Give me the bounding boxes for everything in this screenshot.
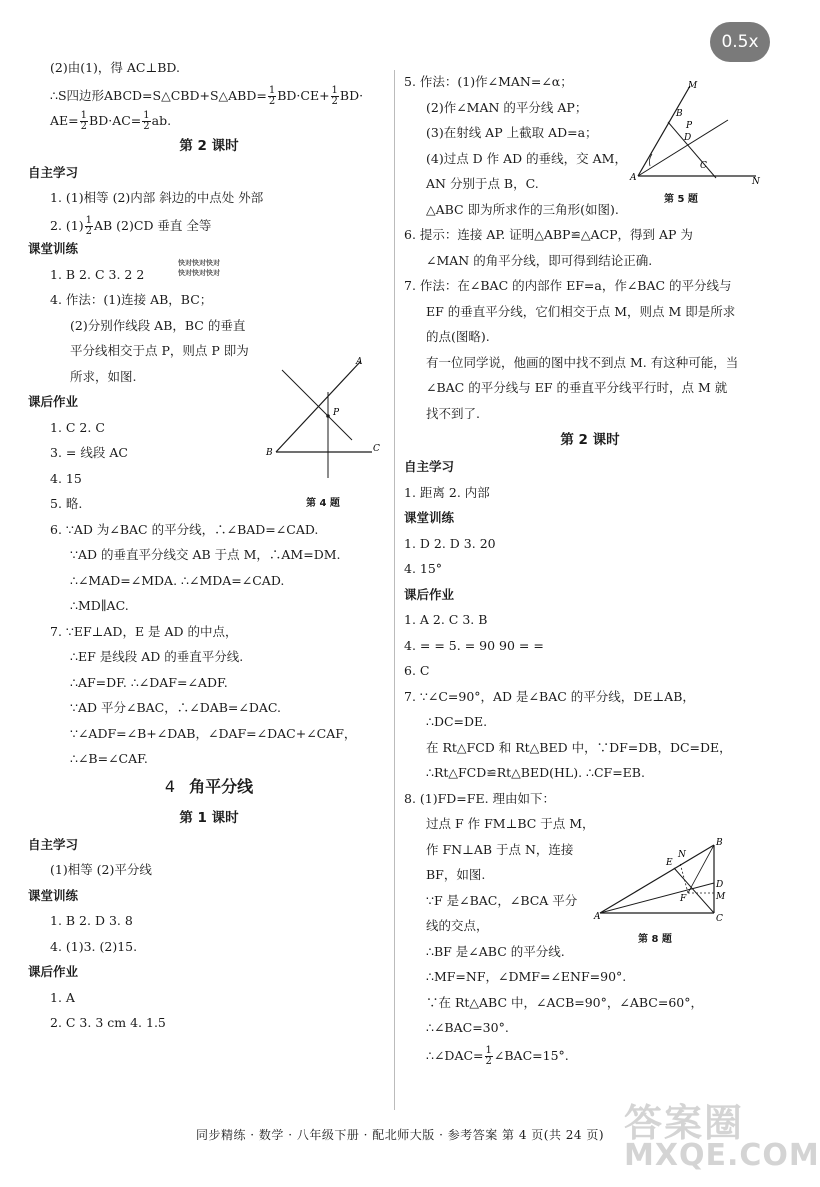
svg-text:M: M	[688, 81, 698, 91]
text-line: 1. B 2. D 3. 8	[50, 913, 133, 928]
text-line: ∴MF=NF，∠DMF=∠ENF=90°.	[426, 969, 627, 984]
text-line: 7. ∵EF⊥AD，E 是 AD 的中点，	[50, 623, 238, 639]
text-line: ∴∠DAC= $\frac{1}{2}$ ∠BAC=15°.	[426, 1044, 569, 1067]
text-line: ∵AD 平分∠BAC，∴∠DAB=∠DAC.	[70, 700, 282, 715]
lesson-heading: 第 1 课时	[179, 809, 239, 826]
text-line: ∠MAN 的角平分线，即可得到结论正确.	[426, 252, 653, 268]
section-heading: 课堂训练	[28, 241, 79, 256]
svg-text:D: D	[684, 133, 692, 143]
text-line: 1. B 2. C 3. 2 2	[50, 266, 145, 282]
text-line: 的点(图略).	[426, 329, 490, 344]
svg-text:N: N	[678, 850, 686, 860]
section-heading: 自主学习	[28, 836, 79, 852]
svg-text:D: D	[716, 880, 724, 890]
text-line: 平分线相交于点 P，则点 P 即为	[70, 343, 249, 358]
text-line: ∴∠BAC=30°.	[426, 1020, 509, 1035]
section-heading: 自主学习	[28, 164, 79, 180]
fraction-half: $\frac{1}{2}$	[485, 1044, 492, 1067]
text-line: 7. ∵∠C=90°，AD 是∠BAC 的平分线，DE⊥AB，	[404, 688, 695, 704]
text-line: 所求，如图.	[70, 368, 137, 384]
text-line: ∵在 Rt△ABC 中，∠ACB=90°，∠ABC=60°，	[426, 994, 703, 1010]
text-line: 6. ∵AD 为∠BAC 的平分线，∴∠BAD=∠CAD.	[50, 521, 319, 537]
text-line: ∴DC=DE.	[426, 714, 488, 729]
fraction-half: $\frac{1}{2}$	[268, 84, 276, 107]
section-heading: 课后作业	[404, 586, 455, 602]
fraction-half: $\frac{1}{2}$	[331, 84, 338, 107]
svg-text:A: A	[356, 357, 363, 367]
svg-text:F: F	[680, 894, 687, 904]
section-heading: 课堂训练	[28, 887, 79, 903]
zoom-level-badge[interactable]: 0.5x	[710, 22, 770, 62]
text-line: BF，如图.	[426, 867, 486, 882]
text-line: 7. 作法：在∠BAC 的内部作 EF=a，作∠BAC 的平分线与	[404, 278, 732, 293]
watermark-stamp-text: 快对快对快对	[178, 269, 220, 277]
text-line: ∠BAC 的平分线与 EF 的垂直平分线平行时，点 M 就	[426, 380, 728, 395]
fraction-half: $\frac{1}{2}$	[85, 214, 92, 237]
text-line: 5. 作法：(1)作∠MAN=∠α；	[404, 74, 573, 89]
text-line: (1)相等 (2)平分线	[50, 862, 152, 877]
watermark-stamp-text: 快对快对快对	[178, 259, 220, 267]
watermark-site-logo: MXQE.COM	[624, 1138, 820, 1173]
svg-text:B: B	[676, 109, 683, 119]
text-line: 作 FN⊥AB 于点 N，连接	[426, 841, 574, 857]
svg-text:C: C	[700, 161, 707, 171]
text-line: (4)过点 D 作 AD 的垂线，交 AM，	[426, 150, 627, 166]
text-line: 1. (1)相等 (2)内部 斜边的中点处 外部	[50, 190, 264, 205]
text-line: ∵F 是∠BAC，∠BCA 平分	[426, 892, 578, 908]
text-line: 1. 距离 2. 内部	[404, 484, 490, 500]
page-footer: 同步精练 · 数学 · 八年级下册 · 配北师大版 · 参考答案 第 4 页(共 24 页)	[195, 1128, 605, 1142]
svg-text:E: E	[666, 858, 673, 868]
fraction-half: $\frac{1}{2}$	[80, 110, 88, 132]
figure-8-diagram	[594, 835, 744, 927]
lesson-heading: 第 2 课时	[179, 137, 239, 154]
text-line: ∴∠MAD=∠MDA. ∴∠MDA=∠CAD.	[70, 572, 285, 588]
text-line: ∴∠B=∠CAF.	[70, 751, 148, 766]
svg-text:B: B	[716, 838, 723, 848]
text-line: (2)作∠MAN 的平分线 AP；	[426, 99, 588, 115]
text-line: ∴EF 是线段 AD 的垂直平分线.	[70, 649, 244, 664]
lesson-heading: 第 2 课时	[560, 432, 620, 448]
figure-4-diagram	[262, 352, 392, 487]
section-heading: 课后作业	[28, 964, 79, 979]
text-line: 2. (1) $\frac{1}{2}$ AB (2)CD 垂直 全等	[50, 214, 212, 237]
text-line: 找不到了.	[426, 405, 480, 421]
text-line: 1. D 2. D 3. 20	[404, 535, 496, 551]
figure-8-caption: 第 8 题	[638, 934, 672, 945]
text-line: AN 分别于点 B，C.	[426, 176, 539, 191]
text-line: (2)由(1)，得 AC⊥BD.	[50, 60, 180, 75]
text-line: 4. 15°	[404, 561, 443, 576]
svg-text:C: C	[716, 914, 723, 924]
text-line: 5. 略.	[50, 496, 83, 511]
text-line: 1. C 2. C	[50, 419, 105, 435]
svg-text:B: B	[266, 448, 273, 458]
text-line: 4. 作法：(1)连接 AB，BC；	[50, 292, 213, 307]
text-line: 6. 提示：连接 AP. 证明△ABP≌△ACP，得到 AP 为	[404, 227, 693, 242]
text-line: 1. A	[50, 989, 75, 1005]
figure-4-caption: 第 4 题	[306, 498, 340, 509]
text-line: 6. C	[404, 663, 430, 678]
text-line: 线的交点，	[426, 918, 489, 933]
text-line: 8. (1)FD=FE. 理由如下：	[404, 790, 556, 806]
text-line: ∴Rt△FCD≌Rt△BED(HL). ∴CF=EB.	[426, 765, 645, 780]
svg-text:P: P	[686, 121, 693, 131]
text-line: AE= $\frac{1}{2}$ BD·AC= $\frac{1}{2}$ ab.	[50, 110, 172, 132]
text-line: ∴S四边形ABCD=S△CBD+S△ABD= $\frac{1}{2}$ BD·CE+ $\frac{1}{2}$ BD·	[50, 84, 364, 107]
text-line: ∵AD 的垂直平分线交 AB 于点 M，∴AM=DM.	[70, 547, 341, 562]
text-line: 在 Rt△FCD 和 Rt△BED 中，∵DF=DB，DC=DE，	[426, 739, 732, 755]
svg-text:P: P	[333, 408, 340, 418]
figure-5-diagram	[628, 80, 768, 188]
chapter-heading: 4 角平分线	[164, 776, 254, 796]
text-line: 3. = 线段 AC	[50, 445, 128, 460]
svg-text:A: A	[630, 173, 637, 183]
figure-5-caption: 第 5 题	[664, 194, 698, 205]
text-line: ∴BF 是∠ABC 的平分线.	[426, 943, 565, 959]
text-line: 4. (1)3. (2)15.	[50, 938, 138, 954]
text-line: 过点 F 作 FM⊥BC 于点 M，	[426, 816, 595, 831]
text-line: ∴MD∥AC.	[70, 598, 129, 613]
svg-text:A: A	[594, 912, 601, 922]
text-line: 1. A 2. C 3. B	[404, 612, 488, 627]
section-heading: 自主学习	[404, 459, 455, 474]
text-line: ∴AF=DF. ∴∠DAF=∠ADF.	[70, 674, 228, 690]
text-line: 2. C 3. 3 cm 4. 1.5	[50, 1015, 166, 1030]
column-divider	[394, 70, 395, 1110]
text-line: 有一位同学说，他画的图中找不到点 M. 有这种可能，当	[426, 354, 739, 370]
text-line: (3)在射线 AP 上截取 AD=a；	[426, 125, 598, 140]
fraction-half: $\frac{1}{2}$	[143, 110, 150, 132]
text-line: 4. = = 5. = 90 90 = =	[404, 637, 544, 653]
text-line: 4. 15	[50, 470, 82, 486]
text-line: EF 的垂直平分线，它们相交于点 M，则点 M 即是所求	[426, 303, 736, 319]
svg-text:C: C	[373, 444, 380, 454]
section-heading: 课后作业	[28, 394, 79, 409]
text-line: (2)分别作线段 AB，BC 的垂直	[70, 317, 246, 333]
text-line: △ABC 即为所求作的三角形(如图).	[426, 201, 619, 217]
left-column	[28, 60, 390, 1041]
svg-text:M: M	[716, 892, 726, 902]
svg-text:N: N	[752, 177, 760, 187]
watermark-brand-logo: 答案圈	[624, 1101, 745, 1145]
text-line: ∵∠ADF=∠B+∠DAB，∠DAF=∠DAC+∠CAF，	[70, 725, 357, 741]
section-heading: 课堂训练	[404, 510, 455, 525]
